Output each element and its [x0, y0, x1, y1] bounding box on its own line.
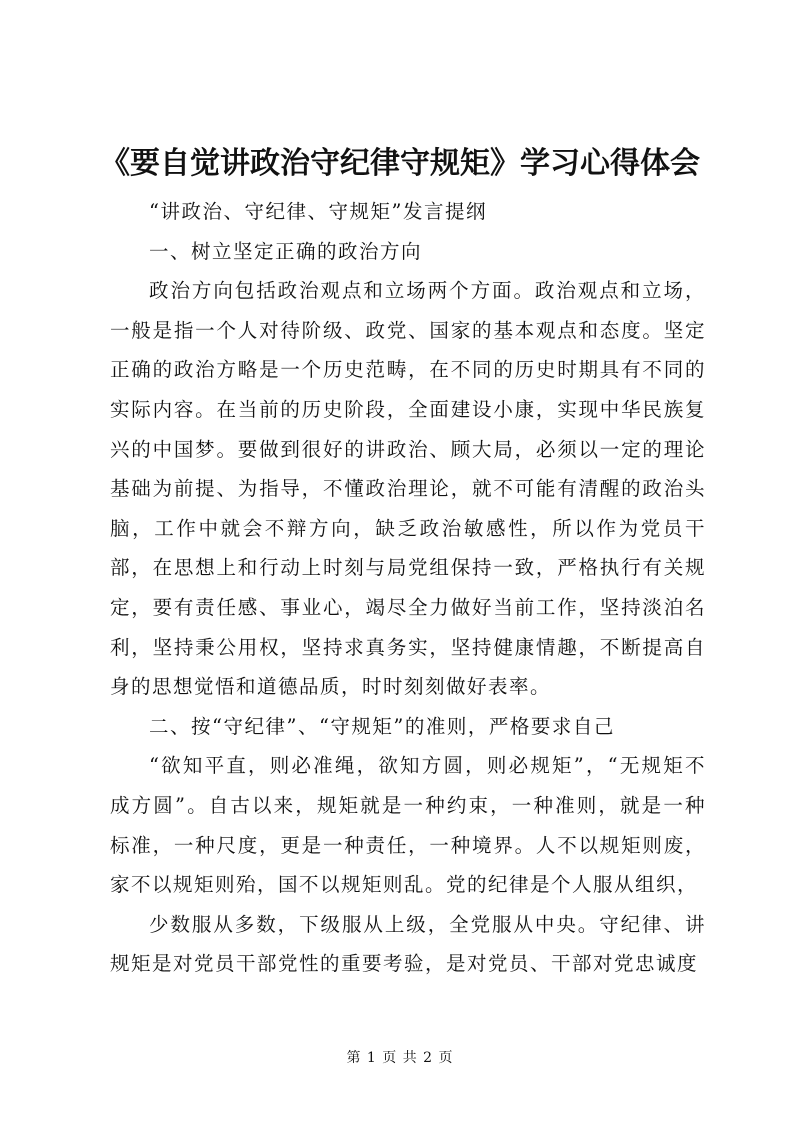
paragraph-body-2: “欲知平直，则必准绳，欲知方圆，则必规矩”，“无规矩不成方圆”。自古以来，规矩就是一种约束，一种准则，就是一种标准，一种尺度，更是一种责任，一种境界。人不以规矩则废，家不以规矩则殆，国不以规矩则乱。党的纪律是个人服从组织， — [110, 754, 706, 897]
paragraph-heading-2: 二、按“守纪律”、“守规矩”的准则，严格要求自己 — [149, 714, 615, 738]
document-body — [110, 192, 706, 984]
page-footer: 第 1 页 共 2 页 — [346, 1050, 454, 1066]
paragraph-heading-1: 一、树立坚定正确的政治方向 — [149, 239, 423, 263]
document-title: 《要自觉讲政治守纪律守规矩》学习心得体会 — [100, 146, 700, 181]
paragraph-subtitle: “讲政治、守纪律、守规矩”发言提纲 — [149, 200, 487, 223]
paragraph-body-3: 少数服从多数，下级服从上级，全党服从中央。守纪律、讲规矩是对党员干部党性的重要考验，是对党员、干部对党忠诚度 — [110, 912, 706, 976]
paragraph-body-1: 政治方向包括政治观点和立场两个方面。政治观点和立场，一般是指一个人对待阶级、政党、国家的基本观点和态度。坚定正确的政治方略是一个历史范畴，在不同的历史时期具有不同的实际内容。在当前的历史阶段，全面建设小康，实现中华民族复兴的中国梦。要做到很好的讲政治、顾大局，必须以一定的理论基础为前提、为指导，不懂政治理论，就不可能有清醒的政治头脑，工作中就会不辩方向，缺乏政治敏感性，所以作为党员干部，在思想上和行动上时刻与局党组保持一致，严格执行有关规定，要有责任感、事业心，竭尽全力做好当前工作，坚持淡泊名利，坚持秉公用权，坚持求真务实，坚持健康情趣，不断提高自身的思想觉悟和道德品质，时时刻刻做好表率。 — [110, 279, 706, 699]
